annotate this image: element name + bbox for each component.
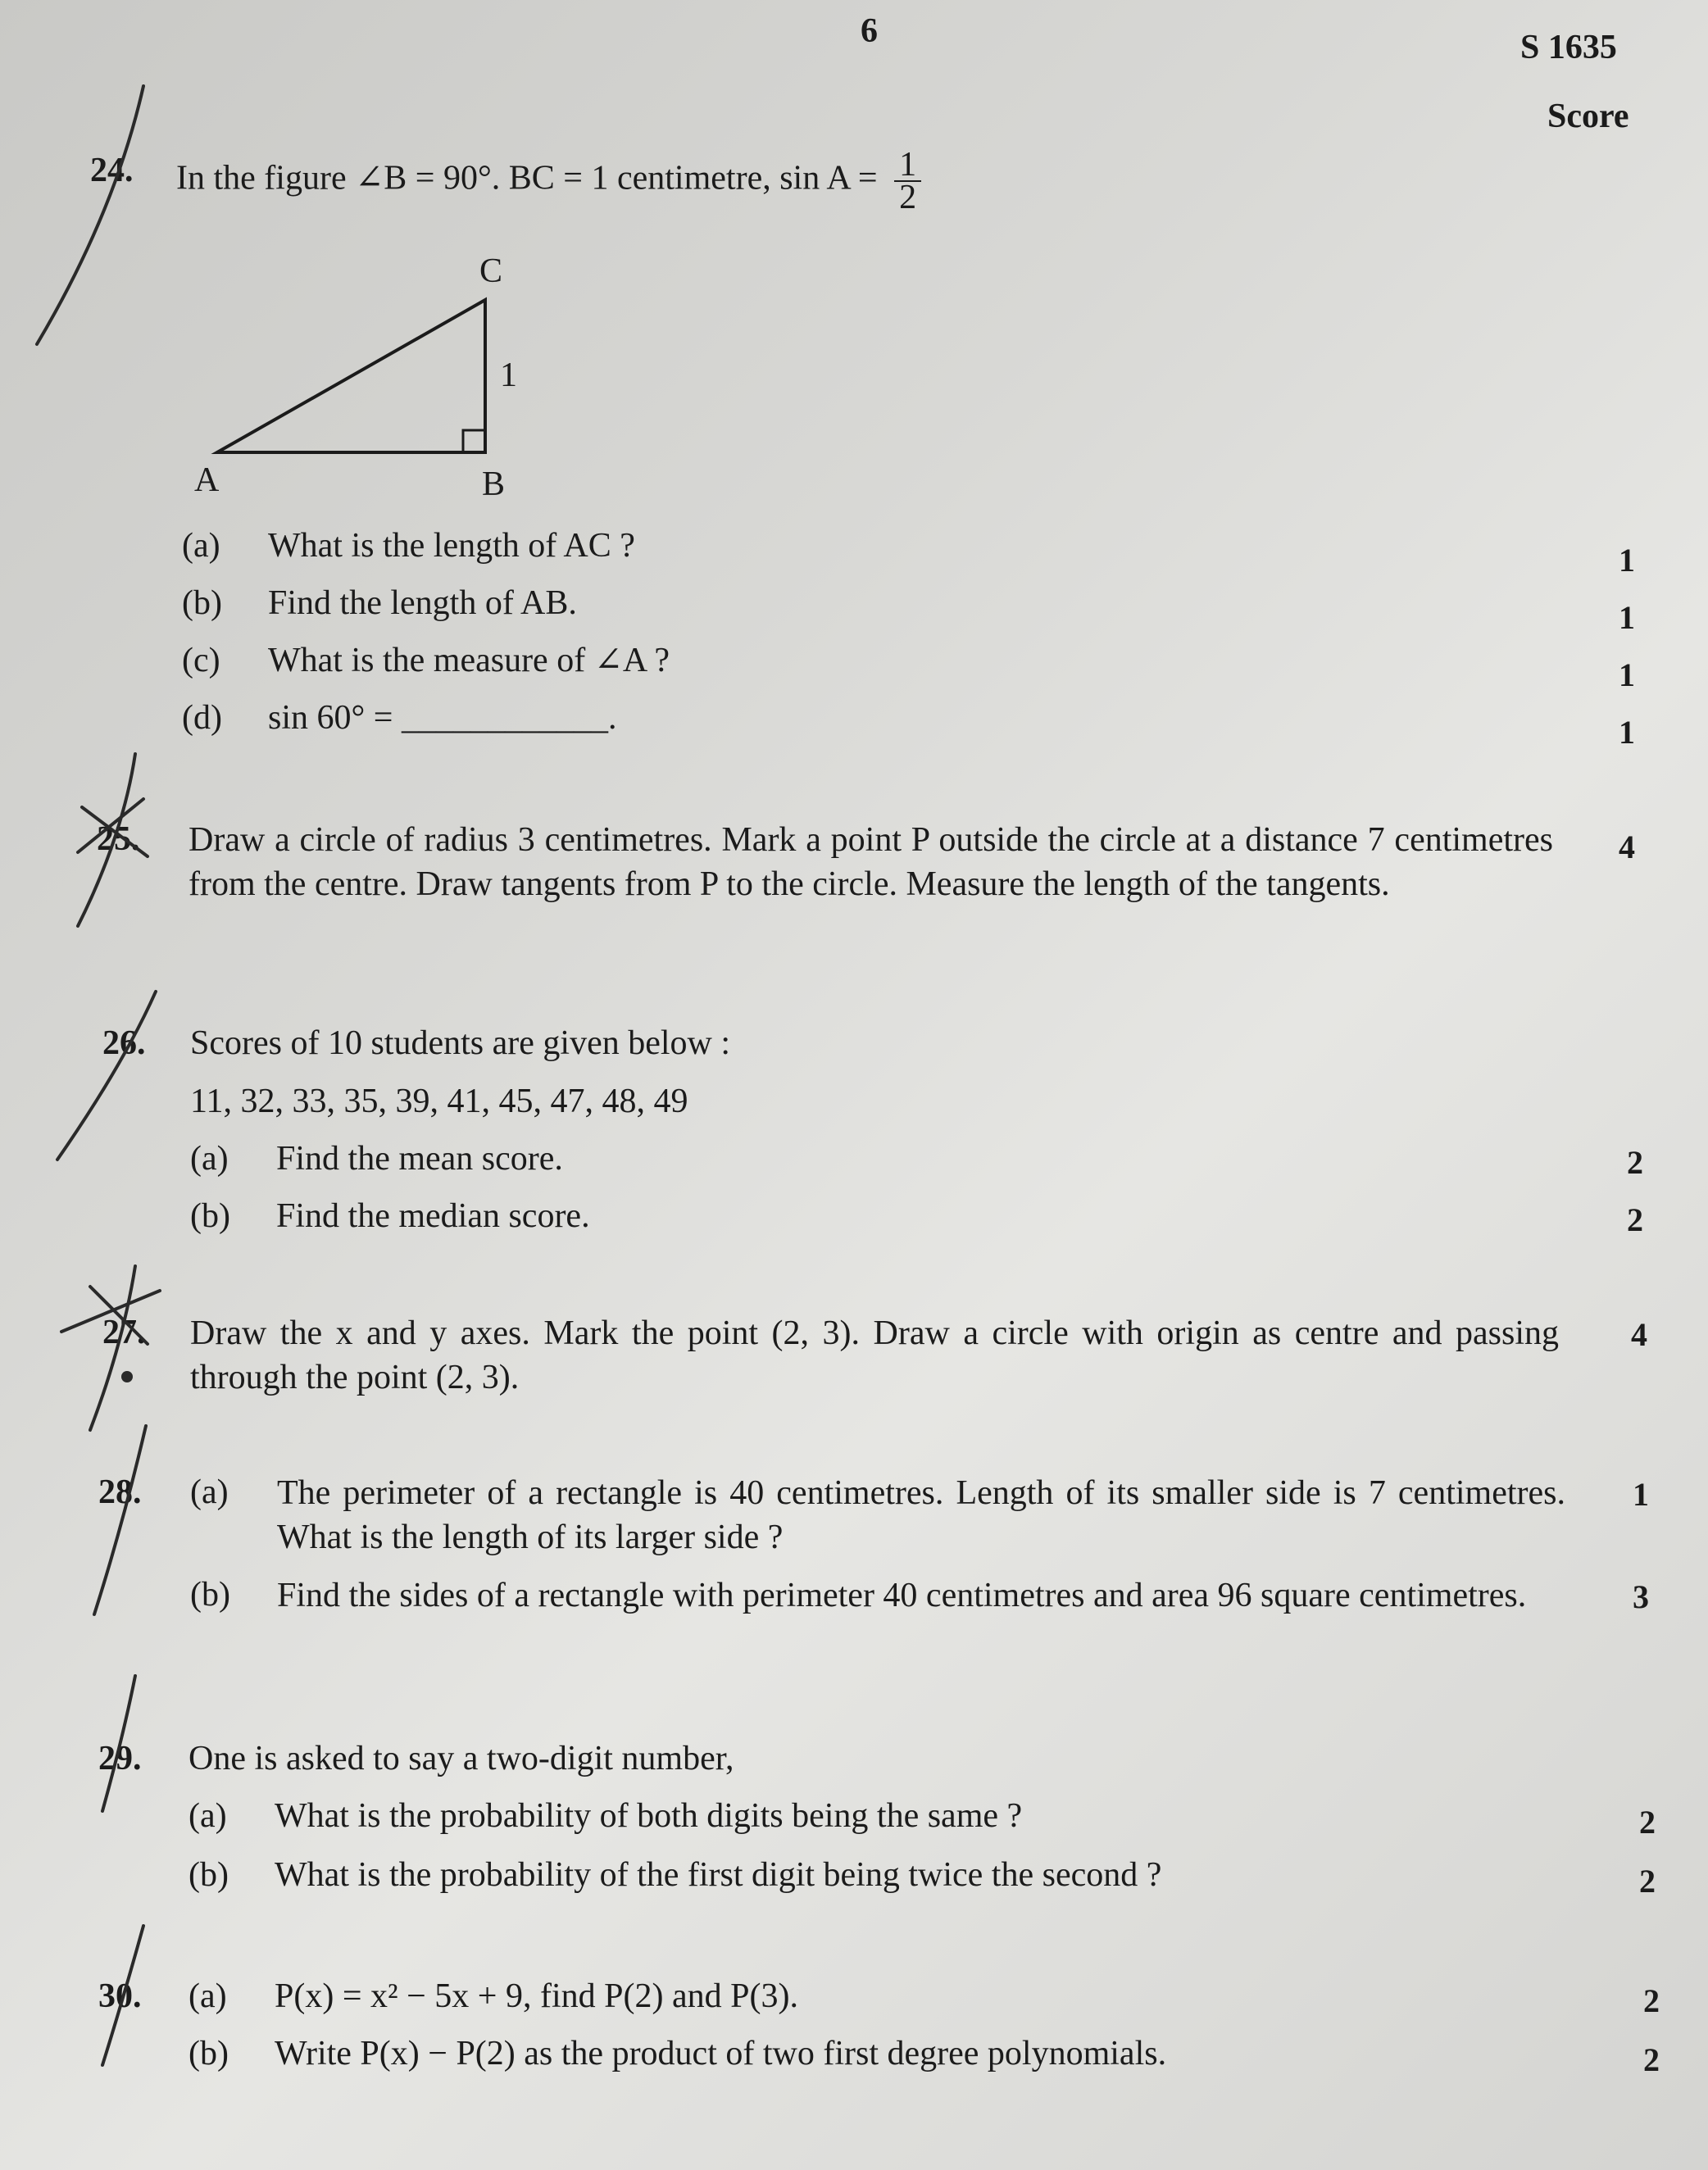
- question-number-27: 27.: [102, 1314, 146, 1351]
- q28-part-a-label: (a): [190, 1473, 229, 1511]
- part-label: (a): [182, 527, 220, 565]
- q30b-score: 2: [1643, 2041, 1660, 2078]
- part-label: (a): [189, 1797, 227, 1835]
- side-bc-label: 1: [500, 356, 517, 394]
- tick-q27: [90, 1266, 135, 1430]
- question-number-24: 24.: [90, 152, 134, 189]
- ink-dot: [121, 1371, 133, 1382]
- q30a-score: 2: [1643, 1982, 1660, 2019]
- score-column-label: Score: [1547, 98, 1629, 135]
- q28-part-b-text: Find the sides of a rectangle with perimeter 40 centimetres and area 96 square centimetres.: [277, 1577, 1527, 1614]
- tick-q29: [102, 1676, 135, 1811]
- q27-score: 4: [1631, 1316, 1647, 1353]
- part-label: (a): [189, 1977, 227, 2015]
- vertex-c-label: C: [479, 252, 503, 290]
- q24d-score: 1: [1619, 714, 1635, 751]
- tick-q26: [57, 992, 156, 1160]
- q26a-score: 2: [1627, 1144, 1643, 1181]
- part-text: Find the median score.: [276, 1197, 590, 1235]
- tick-q28: [94, 1426, 146, 1614]
- part-text: sin 60° = ____________.: [268, 699, 617, 737]
- scribble-q27: [61, 1287, 160, 1344]
- q24-frac-den: 2: [899, 179, 917, 216]
- part-text: Find the length of AB.: [268, 584, 577, 622]
- question-number-30: 30.: [98, 1977, 142, 2015]
- question-number-26: 26.: [102, 1024, 146, 1062]
- q29a-score: 2: [1639, 1804, 1656, 1841]
- q26-data: 11, 32, 33, 35, 39, 41, 45, 47, 48, 49: [190, 1083, 688, 1120]
- part-label: (b): [189, 2035, 229, 2072]
- part-label: (b): [189, 1856, 229, 1894]
- part-label: (a): [190, 1140, 229, 1178]
- part-label: (d): [182, 699, 222, 737]
- q24a-score: 1: [1619, 542, 1635, 579]
- q27-text: Draw the x and y axes. Mark the point (2, 3). Draw a circle with origin as centre and passing through the point (2, 3).: [190, 1314, 1559, 1396]
- part-label: (b): [190, 1197, 230, 1235]
- q28b-score: 3: [1633, 1578, 1649, 1615]
- q26-stem: Scores of 10 students are given below :: [190, 1024, 731, 1062]
- part-label: (c): [182, 642, 220, 679]
- q24-frac-num: 1: [894, 149, 921, 182]
- vertex-b-label: B: [482, 465, 506, 503]
- question-number-28: 28.: [98, 1473, 142, 1511]
- tick-q24: [37, 86, 143, 344]
- part-text: What is the measure of ∠A ?: [268, 642, 670, 679]
- q24-stem-text: In the figure ∠B = 90°. BC = 1 centimetre, sin A =: [176, 159, 878, 197]
- part-text: What is the length of AC ?: [268, 527, 635, 565]
- q29b-score: 2: [1639, 1863, 1656, 1900]
- q24c-score: 1: [1619, 656, 1635, 693]
- part-text: Write P(x) − P(2) as the product of two first degree polynomials.: [275, 2035, 1167, 2072]
- question-number-29: 29.: [98, 1740, 142, 1777]
- q24b-score: 1: [1619, 599, 1635, 636]
- tick-q30: [102, 1926, 143, 2065]
- part-text: What is the probability of both digits being the same ?: [275, 1797, 1023, 1835]
- paper-code: S 1635: [1520, 29, 1617, 66]
- q29-stem: One is asked to say a two-digit number,: [189, 1740, 734, 1777]
- part-text: Find the mean score.: [276, 1140, 563, 1178]
- q25-score: 4: [1619, 829, 1635, 865]
- q28-part-a-text: The perimeter of a rectangle is 40 centimetres. Length of its smaller side is 7 centimetres. What is the length of its larger side ?: [277, 1474, 1565, 1556]
- q26b-score: 2: [1627, 1201, 1643, 1238]
- part-label: (b): [182, 584, 222, 622]
- question-number-25: 25.: [97, 820, 140, 858]
- part-text: P(x) = x² − 5x + 9, find P(2) and P(3).: [275, 1977, 798, 2015]
- q25-text: Draw a circle of radius 3 centimetres. Mark a point P outside the circle at a distance 7 centimetres from the centre. Draw tangents from P to the circle. Measure the length of the tangents.: [189, 821, 1553, 903]
- vertex-a-label: A: [194, 461, 220, 499]
- q28a-score: 1: [1633, 1476, 1649, 1513]
- page-number: 6: [861, 12, 878, 50]
- part-text: What is the probability of the first digit being twice the second ?: [275, 1856, 1162, 1894]
- q28-part-b-label: (b): [190, 1576, 230, 1614]
